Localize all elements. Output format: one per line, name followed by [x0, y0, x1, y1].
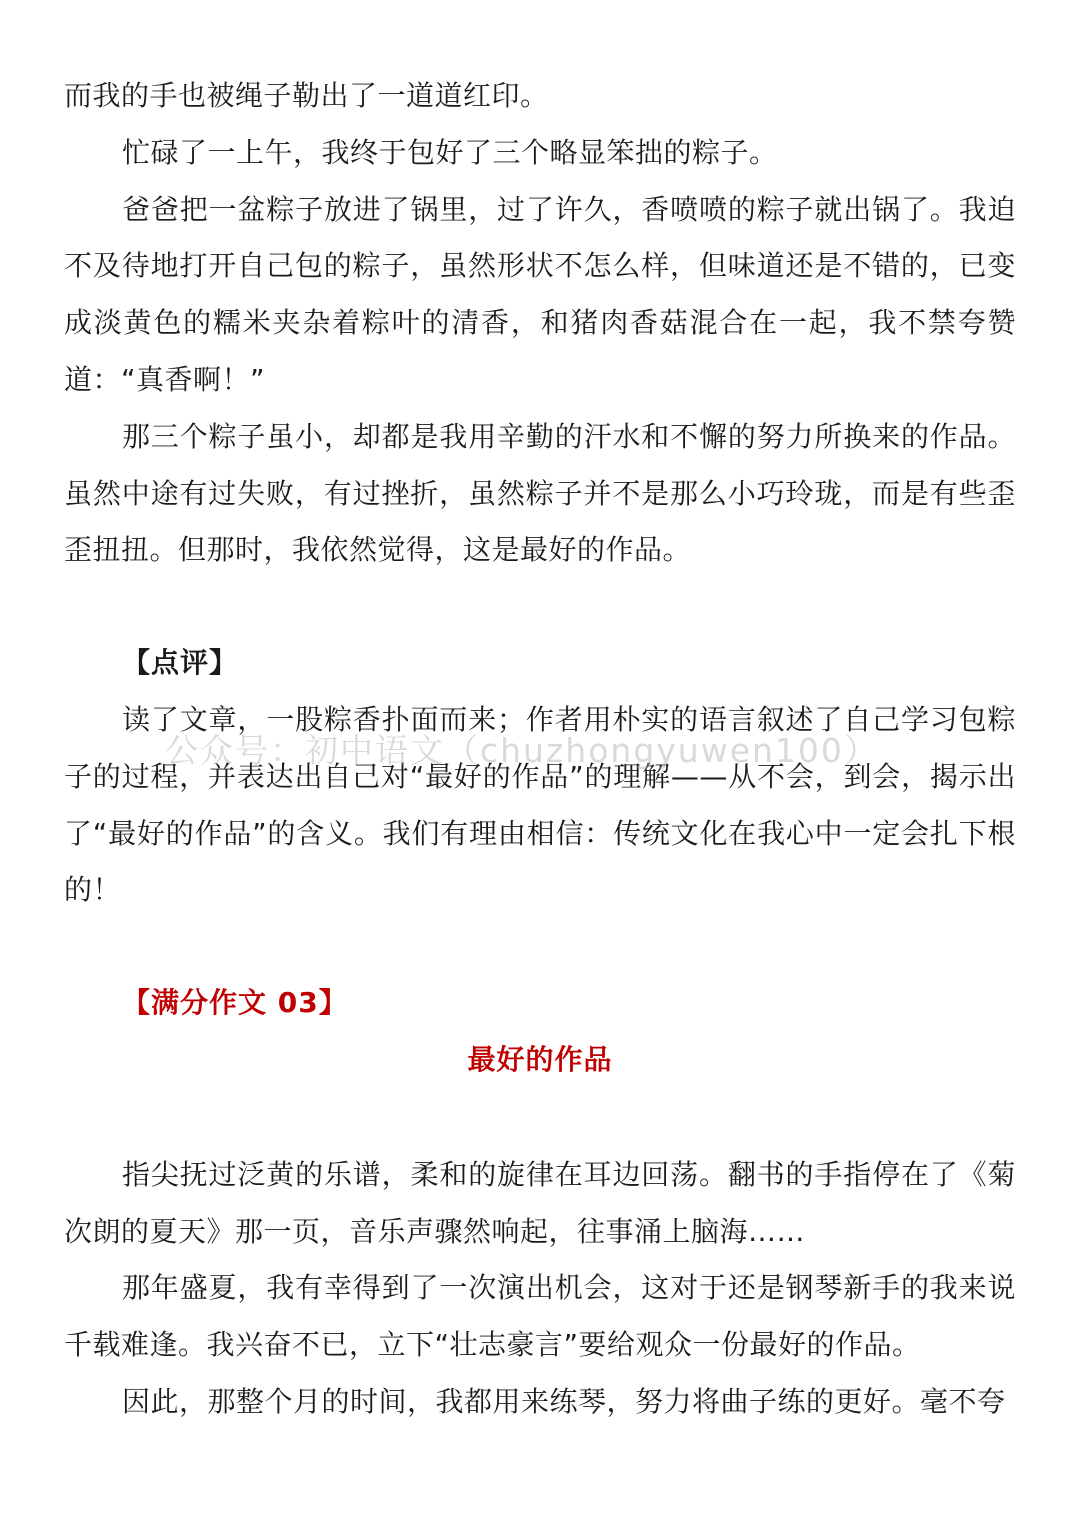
spacer [64, 1089, 1016, 1147]
review-heading: 【点评】 [122, 646, 239, 680]
essay2-paragraph-2: 忙碌了一上午，我终于包好了三个略显笨拙的粽子。 [122, 135, 778, 169]
watermark: 公众号：初中语文（chuzhongyuwen100） [165, 731, 879, 770]
essay2-paragraph-1: 而我的手也被绳子勒出了一道道红印。 [64, 79, 549, 112]
essay3-heading: 【满分作文 03】 [122, 986, 348, 1020]
review-paragraph: 读了文章，一股粽香扑面而来；作者用朴实的语言叙述了自己学习包粽子的过程，并表达出自己对“最好的作品”的理解——从不会，到会，揭示出了“最好的作品”的含义。我们有理由相信：传统文化在我心中一定会扎下根的！ [64, 702, 1016, 907]
essay2-paragraph-4: 那三个粽子虽小，却都是我用辛勤的汗水和不懈的努力所换来的作品。虽然中途有过失败，有过挫折，虽然粽子并不是那么小巧玲珑，而是有些歪歪扭扭。但那时，我依然觉得，这是最好的作品。 [64, 419, 1016, 567]
essay3-paragraph-1: 指尖抚过泛黄的乐谱，柔和的旋律在耳边回荡。翻书的手指停在了《菊次朗的夏天》那一页，音乐声骤然响起，往事涌上脑海…… [64, 1157, 1016, 1248]
essay2-paragraph-3: 爸爸把一盆粽子放进了锅里，过了许久，香喷喷的粽子就出锅了。我迫不及待地打开自己包的粽子，虽然形状不怎么样，但味道还是不错的，已变成淡黄色的糯米夹杂着粽叶的清香，和猪肉香菇混合在一起，我不禁夸赞道：“真香啊！” [64, 192, 1016, 396]
spacer [64, 919, 1016, 975]
essay3-paragraph-2: 那年盛夏，我有幸得到了一次演出机会，这对于还是钢琴新手的我来说千载难逢。我兴奋不已，立下“壮志豪言”要给观众一份最好的作品。 [64, 1271, 1016, 1362]
document-page [64, 68, 1016, 1431]
essay3-paragraph-3: 因此，那整个月的时间，我都用来练琴，努力将曲子练的更好。毫不夸 [122, 1384, 1006, 1418]
essay3-title: 最好的作品 [467, 1042, 613, 1076]
spacer [64, 579, 1016, 635]
